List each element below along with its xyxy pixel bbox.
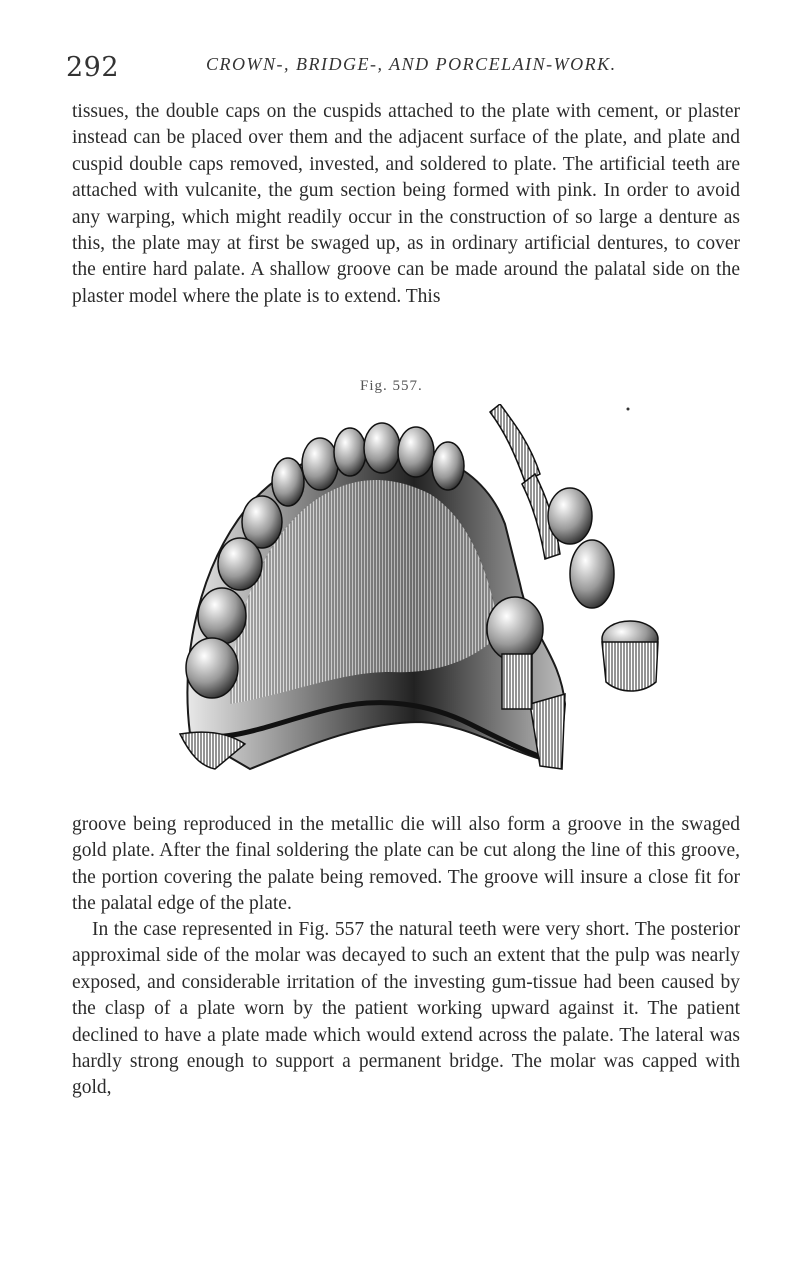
denture-engraving [170, 404, 670, 799]
paragraph-3: In the case represented in Fig. 557 the natural teeth were very short. The posterior approximal side of the molar was decayed to such an extent that the pulp was nearly exposed, and considerable irritation of the investing gum-tissue had been caused by the clasp of a plate worn by the patient working upward against it. The patient declined to have a plate made which would extend across the palate. The lateral was hardly strong enough to support a permanent bridge. The molar was capped with gold, [72, 919, 740, 1099]
figure-557-denture-illustration [170, 404, 670, 799]
paragraph-1: tissues, the double caps on the cuspids attached to the plate with cement, or plaster instead can be placed over them and the adjacent surface of the plate, and plate and cuspid double caps removed, invested, and soldered to plate. The artificial teeth are attached with vulcanite, the gum section being formed with pink. In order to avoid any warping, which might readily occur in the construction of so large a denture as this, the plate may at first be swaged up, as in ordinary artificial dentures, to cover the entire hard palate. A shallow groove can be made around the palatal side on the plaster model where the plate is to extend. This [72, 101, 740, 307]
engraving-dot [627, 408, 630, 411]
running-title: CROWN-, BRIDGE-, AND PORCELAIN-WORK. [206, 54, 617, 74]
paragraph-2: groove being reproduced in the metallic die will also form a groove in the swaged gold plate. After the final soldering the plate can be cut along the line of this groove, the portion covering the palate being removed. The groove will insure a close fit for the palatal edge of the plate. [72, 814, 740, 915]
figure-caption: Fig. 557. [360, 378, 423, 394]
detached-molar-crown [602, 621, 658, 691]
page-number: 292 [66, 52, 120, 83]
